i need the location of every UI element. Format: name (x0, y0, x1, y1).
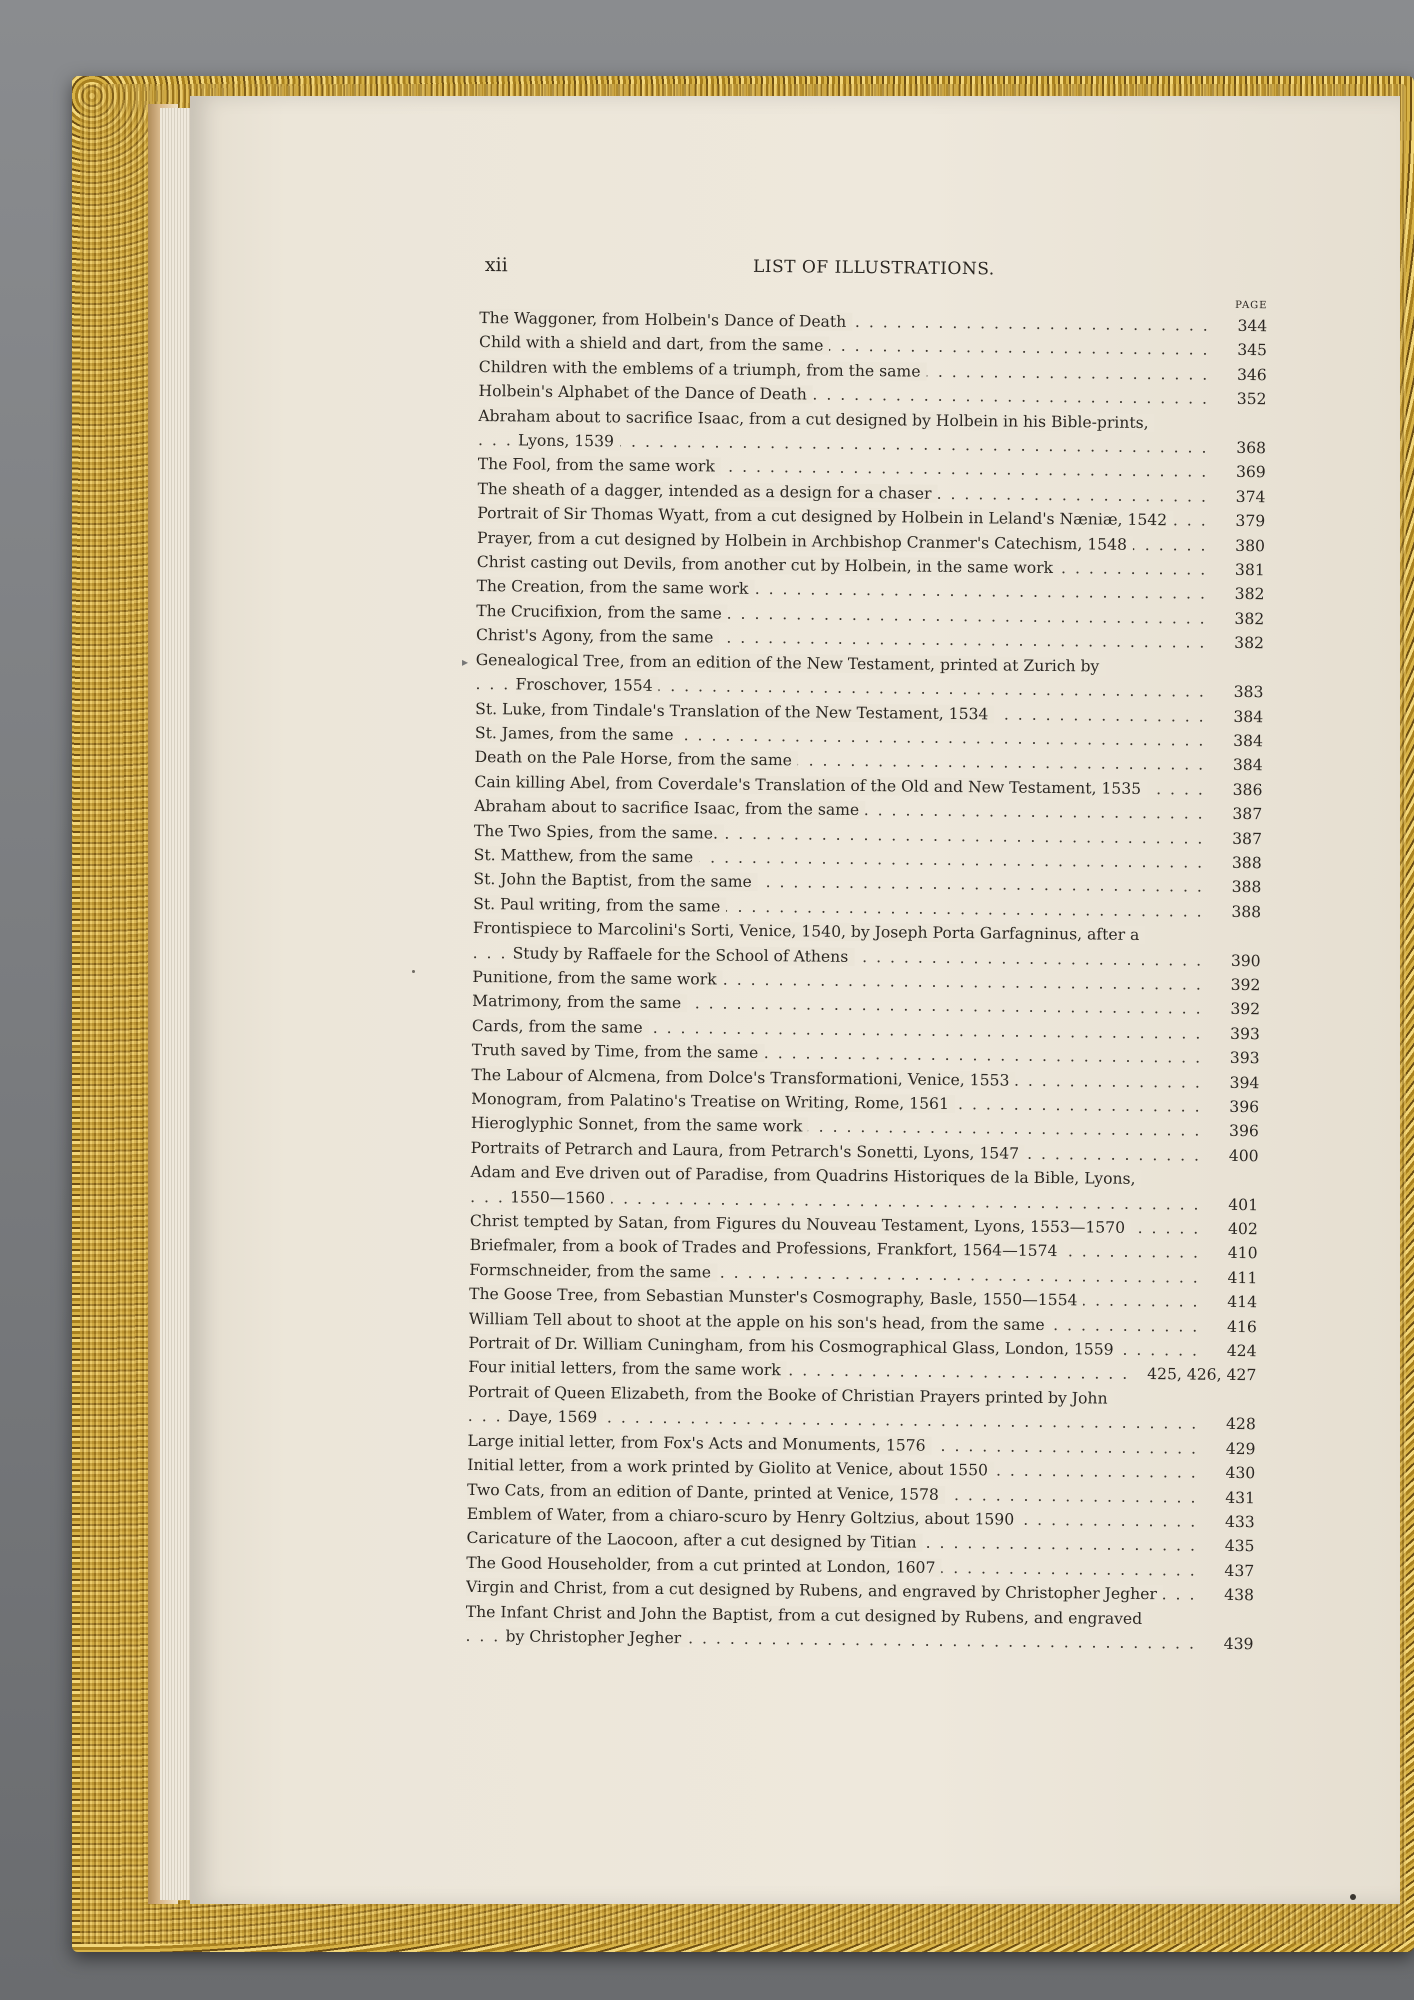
entry-page: 384 (1233, 731, 1264, 751)
entry-page: 379 (1235, 512, 1266, 531)
entry-page: 381 (1234, 560, 1265, 580)
entry-page: 380 (1235, 536, 1266, 555)
entry-title: Portraits of Petrarch and Laura, from Petrarch's Sonetti, Lyons, 1547 (471, 1139, 1026, 1163)
entry-title: Christ's Agony, from the same (476, 626, 720, 647)
entry-title: Caricature of the Laocoon, after a cut designed by Titian (466, 1529, 922, 1552)
folio: xii (484, 254, 508, 277)
entry-page: 433 (1224, 1512, 1255, 1532)
entry-page: 439 (1223, 1634, 1254, 1654)
entry-page: 430 (1225, 1463, 1256, 1483)
entry-title: St. Paul writing, from the same (473, 895, 726, 916)
entry-title: Frontispiece to Marcolini's Sorti, Venice, 1540, by Joseph Porta Garfagninus, after a (473, 919, 1146, 944)
entry-title: The Creation, from the same work (476, 577, 754, 598)
illustrations-list (465, 306, 1267, 1657)
entry-page: 388 (1231, 902, 1262, 921)
entry-page: 410 (1227, 1244, 1258, 1263)
entry-page: 394 (1229, 1073, 1260, 1092)
entry-title: Virgin and Christ, from a cut designed by Rubens, and engraved by Christopher Jegher (466, 1578, 1163, 1603)
entry-page: 424 (1226, 1341, 1257, 1361)
entry-title: St. Luke, from Tindale's Translation of the New Testament, 1534 (475, 699, 994, 722)
entry-title: Lyons, 1539 (518, 431, 620, 450)
entry-title: by Christopher Jegher (505, 1627, 687, 1647)
entry-title: Initial letter, from a work printed by Giolito at Venice, about 1550 (467, 1456, 994, 1480)
entry-page: 425, 426, 427 (1147, 1365, 1257, 1385)
entry-title: The Fool, from the same work (478, 455, 721, 476)
entry-title: Portrait of Queen Elizabeth, from the Booke of Christian Prayers printed by John (468, 1383, 1114, 1408)
entry-page: 344 (1237, 316, 1268, 336)
entry-title: Holbein's Alphabet of the Dance of Death (478, 382, 812, 403)
entry-page: 429 (1225, 1439, 1256, 1458)
entry-title: Adam and Eve driven out of Paradise, from Quadrins Historiques de la Bible, Lyons, (470, 1163, 1141, 1188)
entry-page: 382 (1234, 634, 1265, 653)
entry-page: 396 (1228, 1122, 1259, 1141)
entry-title: 1550—1560 (510, 1188, 611, 1207)
entry-title: The Infant Christ and John the Baptist, from a cut designed by Rubens, and engraved (466, 1602, 1149, 1627)
entry-page: 390 (1230, 951, 1261, 970)
entry-page: 352 (1236, 390, 1267, 409)
entry-page: 392 (1230, 1000, 1261, 1019)
entry-title: Briefmaler, from a book of Trades and Professions, Frankfort, 1564—1574 (470, 1236, 1064, 1260)
entry-title: William Tell about to shoot at the apple on his son's head, from the same (469, 1310, 1051, 1334)
entry-page: 431 (1225, 1488, 1256, 1507)
entry-title: The Crucifixion, from the same (476, 602, 728, 623)
entry-title: The sheath of a dagger, intended as a design for a chaser (477, 480, 937, 503)
entry-title: Matrimony, from the same (472, 992, 687, 1012)
entry-title: Children with the emblems of a triumph, from the same (479, 358, 927, 381)
entry-page: 393 (1229, 1049, 1260, 1068)
entry-page: 383 (1233, 683, 1264, 702)
entry-page: 435 (1224, 1537, 1255, 1556)
entry-page: 396 (1229, 1097, 1260, 1117)
entry-page: 438 (1224, 1585, 1255, 1605)
entry-page: 388 (1231, 853, 1262, 873)
entry-title: Froschover, 1554 (515, 675, 658, 694)
page-title: LIST OF ILLUSTRATIONS. (752, 256, 995, 280)
entry-title: Portrait of Dr. William Cuningham, from his Cosmographical Glass, London, 1559 (469, 1334, 1120, 1359)
entry-title: Study by Raffaele for the School of Athens (513, 944, 855, 966)
entry-page: 392 (1230, 975, 1261, 995)
entry-title: The Labour of Alcmena, from Dolce's Transformationi, Venice, 1553 (471, 1066, 1015, 1090)
entry-title: Christ casting out Devils, from another cut by Holbein, in the same work (477, 553, 1059, 577)
entry-title: Large initial letter, from Fox's Acts and Monuments, 1576 (467, 1432, 931, 1455)
entry-page: 402 (1227, 1219, 1258, 1239)
entry-page: 384 (1232, 756, 1263, 775)
entry-title: Cards, from the same (472, 1017, 649, 1037)
entry-page: 345 (1237, 341, 1268, 360)
entry-title: The Goose Tree, from Sebastian Munster's Cosmography, Basle, 1550—1554 (469, 1285, 1084, 1309)
entry-title: Child with a shield and dart, from the same (479, 333, 829, 355)
entry-page: 382 (1234, 609, 1265, 629)
entry-page: 368 (1236, 438, 1267, 458)
entry-title: The Good Householder, from a cut printed at London, 1607 (466, 1554, 941, 1577)
entry-title: The Waggoner, from Holbein's Dance of Death (479, 309, 852, 331)
entry-page: 416 (1226, 1317, 1257, 1336)
entry-page: 387 (1232, 829, 1263, 848)
entry-page: 386 (1232, 780, 1263, 799)
entry-title: St. James, from the same (475, 724, 680, 744)
entry-page: 411 (1227, 1268, 1258, 1288)
entry-page: 414 (1227, 1293, 1258, 1312)
entry-title: St. Matthew, from the same (474, 846, 700, 866)
paper-speck (412, 970, 415, 973)
entry-page: 428 (1225, 1415, 1256, 1434)
entry-page: 393 (1230, 1024, 1260, 1043)
entry-title: Two Cats, from an edition of Dante, printed at Venice, 1578 (467, 1480, 945, 1503)
entry-page: 437 (1224, 1561, 1255, 1580)
entry-page: 388 (1231, 878, 1262, 897)
entry-title: Genealogical Tree, from an edition of the New Testament, printed at Zurich by (476, 651, 1106, 676)
entry-page: 401 (1228, 1195, 1259, 1214)
entry-title: Cain killing Abel, from Coverdale's Translation of the Old and New Testament, 1535 (474, 773, 1147, 798)
entry-title: Death on the Pale Horse, from the same (475, 748, 798, 769)
entry-title: Abraham about to sacrifice Isaac, from a cut designed by Holbein in his Bible-prints, (478, 407, 1154, 432)
entry-page: 346 (1236, 365, 1267, 385)
entry-title: Christ tempted by Satan, from Figures du Nouveau Testament, Lyons, 1553—1570 (470, 1212, 1131, 1237)
entry-title: Four initial letters, from the same work (468, 1358, 787, 1379)
entry-page: 369 (1235, 463, 1266, 482)
entry-title: The Two Spies, from the same. (474, 822, 724, 843)
page-column-label: PAGE (1235, 299, 1268, 312)
entry-title: Prayer, from a cut designed by Holbein in Archbishop Cranmer's Catechism, 1548 (477, 529, 1133, 554)
entry-page: 374 (1235, 487, 1266, 507)
entry-title: Truth saved by Time, from the same (472, 1041, 765, 1062)
entry-title: Abraham about to sacrifice Isaac, from the same (474, 797, 865, 819)
entry-title: Emblem of Water, from a chiaro-scuro by Henry Goltzius, about 1590 (467, 1505, 1021, 1529)
entry-page: 387 (1232, 805, 1263, 824)
margin-marker-icon: ▸ (462, 655, 469, 669)
entry-title: St. John the Baptist, from the same (473, 870, 758, 891)
entry-title: Formschneider, from the same (469, 1261, 717, 1282)
entry-page: 382 (1234, 585, 1265, 604)
entry-page: 384 (1233, 707, 1264, 726)
illustrations-list-text (465, 254, 1268, 1657)
entry-title: Portrait of Sir Thomas Wyatt, from a cut designed by Holbein in Leland's Næniæ, 1542 (477, 504, 1173, 529)
entry-page: 400 (1228, 1146, 1259, 1166)
entry-title: Monogram, from Palatino's Treatise on Writing, Rome, 1561 (471, 1090, 955, 1113)
entry-title: Hieroglyphic Sonnet, from the same work (471, 1114, 809, 1136)
entry-title: Punitione, from the same work (472, 968, 722, 989)
corner-dot (1350, 1894, 1356, 1900)
entry-title: Daye, 1569 (508, 1408, 604, 1427)
